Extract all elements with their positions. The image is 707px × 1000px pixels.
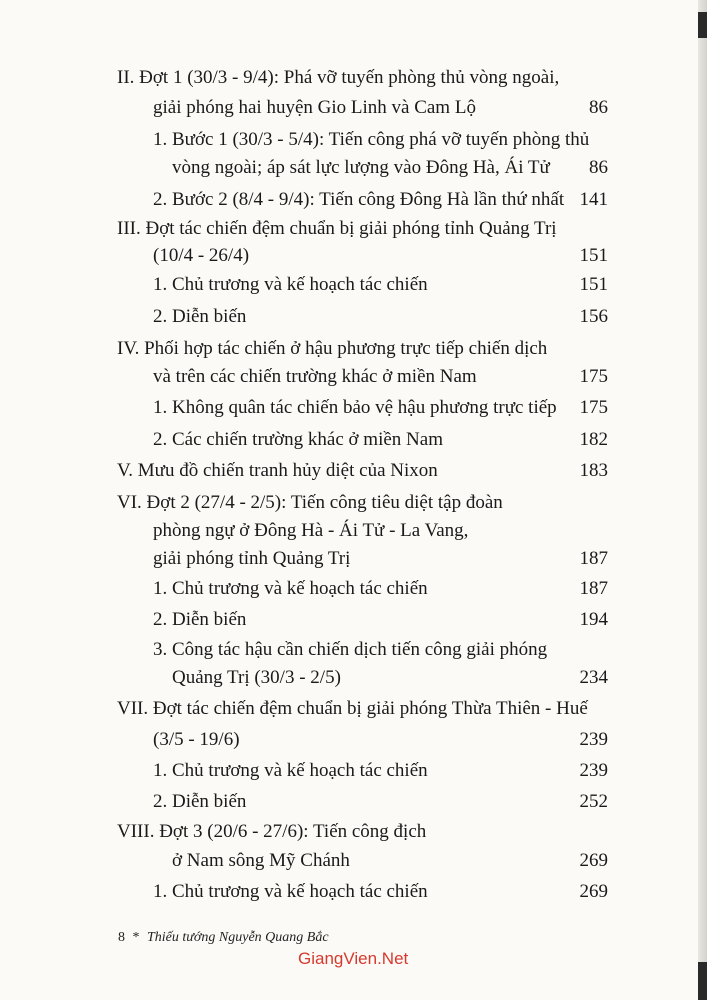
toc-entry-title: (3/5 - 19/6)	[153, 729, 240, 750]
toc-entry-title: (10/4 - 26/4)	[153, 245, 250, 266]
toc-entry-title: ở Nam sông Mỹ Chánh	[172, 850, 350, 871]
toc-entry-title: IV. Phối hợp tác chiến ở hậu phương trực tiếp chiến dịch	[117, 338, 548, 359]
toc-entry-title: 1. Chủ trương và kế hoạch tác chiến	[153, 760, 428, 781]
toc-entry-title: 2. Bước 2 (8/4 - 9/4): Tiến công Đông Hà lần thứ nhất	[153, 189, 565, 210]
toc-entry-title: 1. Chủ trương và kế hoạch tác chiến	[153, 578, 428, 599]
toc-entry-title: III. Đợt tác chiến đệm chuẩn bị giải phóng tỉnh Quảng Trị	[117, 218, 557, 239]
toc-entry-title: giải phóng hai huyện Gio Linh và Cam Lộ	[153, 97, 476, 118]
toc-entry-title: và trên các chiến trường khác ở miền Nam	[153, 366, 477, 387]
toc-entry-title: phòng ngự ở Đông Hà - Ái Tử - La Vang,	[153, 520, 469, 541]
toc-entry-title: vòng ngoài; áp sát lực lượng vào Đông Hà, Ái Tử	[172, 157, 550, 178]
footer-author: Thiếu tướng Nguyễn Quang Bắc	[147, 930, 329, 945]
toc-entry-title: 3. Công tác hậu cần chiến dịch tiến công giải phóng	[153, 639, 548, 660]
toc-page-number: 194	[579, 609, 608, 630]
footer-star-icon: *	[132, 930, 140, 945]
toc-page-number: 151	[579, 245, 608, 266]
toc-entry-title: 1. Chủ trương và kế hoạch tác chiến	[153, 274, 428, 295]
toc-entry-title: 2. Diễn biến	[153, 791, 247, 812]
toc-entry-title: Quảng Trị (30/3 - 2/5)	[172, 667, 341, 688]
toc-entry-title: VIII. Đợt 3 (20/6 - 27/6): Tiến công địch	[117, 821, 427, 842]
toc-page-number: 156	[579, 306, 608, 327]
page-footer	[118, 930, 329, 946]
toc-entry-title: 2. Diễn biến	[153, 306, 247, 327]
watermark: GiangVien.Net	[298, 949, 409, 968]
toc-page-number: 141	[579, 189, 608, 210]
toc-page-number: 175	[579, 366, 608, 387]
toc-entry-title: 2. Các chiến trường khác ở miền Nam	[153, 429, 443, 450]
toc-page-number: 86	[589, 157, 608, 178]
toc-entry-title: V. Mưu đồ chiến tranh hủy diệt của Nixon	[117, 460, 438, 481]
toc-page-number: 239	[579, 729, 608, 750]
toc-page-number: 182	[579, 429, 608, 450]
toc-page-number: 175	[579, 397, 608, 418]
toc-page-number: 151	[579, 274, 608, 295]
toc-entry-title: 2. Diễn biến	[153, 609, 247, 630]
toc-entry-title: giải phóng tỉnh Quảng Trị	[153, 548, 351, 569]
toc-page-number: 269	[579, 850, 608, 871]
toc-entry-title: 1. Bước 1 (30/3 - 5/4): Tiến công phá vỡ tuyến phòng thủ	[153, 129, 590, 150]
toc-page-number: 187	[579, 578, 608, 599]
toc-entry-title: VI. Đợt 2 (27/4 - 2/5): Tiến công tiêu diệt tập đoàn	[117, 492, 503, 513]
toc-page-number: 86	[589, 97, 608, 118]
footer-page-number: 8	[118, 930, 125, 945]
toc-page-number: 183	[579, 460, 608, 481]
toc-page-number: 269	[579, 881, 608, 902]
toc-entry-title: VII. Đợt tác chiến đệm chuẩn bị giải phóng Thừa Thiên - Huế	[117, 698, 588, 719]
toc-page-number: 252	[579, 791, 608, 812]
toc-entry-title: 1. Không quân tác chiến bảo vệ hậu phương trực tiếp	[153, 397, 557, 418]
toc-page-number: 187	[579, 548, 608, 569]
toc-page-number: 234	[579, 667, 608, 688]
toc-entry-title: 1. Chủ trương và kế hoạch tác chiến	[153, 881, 428, 902]
toc-page-number: 239	[579, 760, 608, 781]
toc-entry-title: II. Đợt 1 (30/3 - 9/4): Phá vỡ tuyến phòng thủ vòng ngoài,	[117, 67, 560, 88]
